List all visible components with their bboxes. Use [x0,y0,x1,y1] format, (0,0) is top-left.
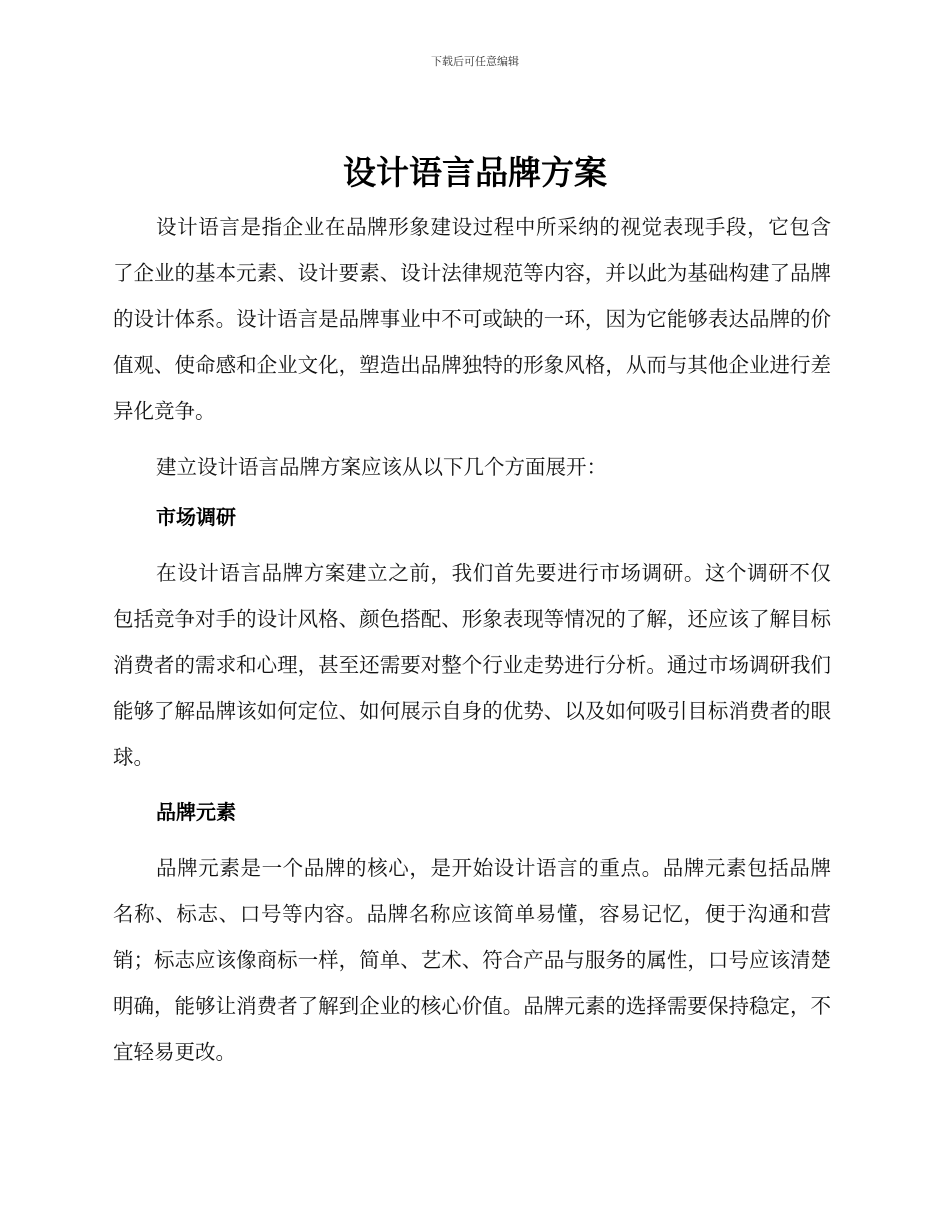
intro-paragraph: 设计语言是指企业在品牌形象建设过程中所采纳的视觉表现手段，它包含了企业的基本元素、设计要素、设计法律规范等内容，并以此为基础构建了品牌的设计体系。设计语言是品牌事业中不可或缺的一环，因为它能够表达品牌的价值观、使命感和企业文化，塑造出品牌独特的形象风格，从而与其他企业进行差异化竞争。 [113,215,831,423]
section-body-market-research: 在设计语言品牌方案建立之前，我们首先要进行市场调研。这个调研不仅包括竞争对手的设计风格、颜色搭配、形象表现等情况的了解，还应该了解目标消费者的需求和心理，甚至还需要对整个行业走势进行分析。通过市场调研我们能够了解品牌该如何定位、如何展示自身的优势、以及如何吸引目标消费者的眼球。 [113,561,831,769]
page-header-note: 下载后可任意编辑 [431,55,519,68]
document-title: 设计语言品牌方案 [343,153,607,192]
document-body [113,204,831,1075]
section-heading-market-research: 市场调研 [156,505,236,529]
outline-sentence: 建立设计语言品牌方案应该从以下几个方面展开： [156,455,607,479]
section-heading-brand-elements: 品牌元素 [156,800,236,824]
section-body-brand-elements: 品牌元素是一个品牌的核心，是开始设计语言的重点。品牌元素包括品牌名称、标志、口号等内容。品牌名称应该简单易懂，容易记忆，便于沟通和营销；标志应该像商标一样，简单、艺术、符合产品与服务的属性，口号应该清楚明确，能够让消费者了解到企业的核心价值。品牌元素的选择需要保持稳定，不宜轻易更改。 [113,856,831,1064]
